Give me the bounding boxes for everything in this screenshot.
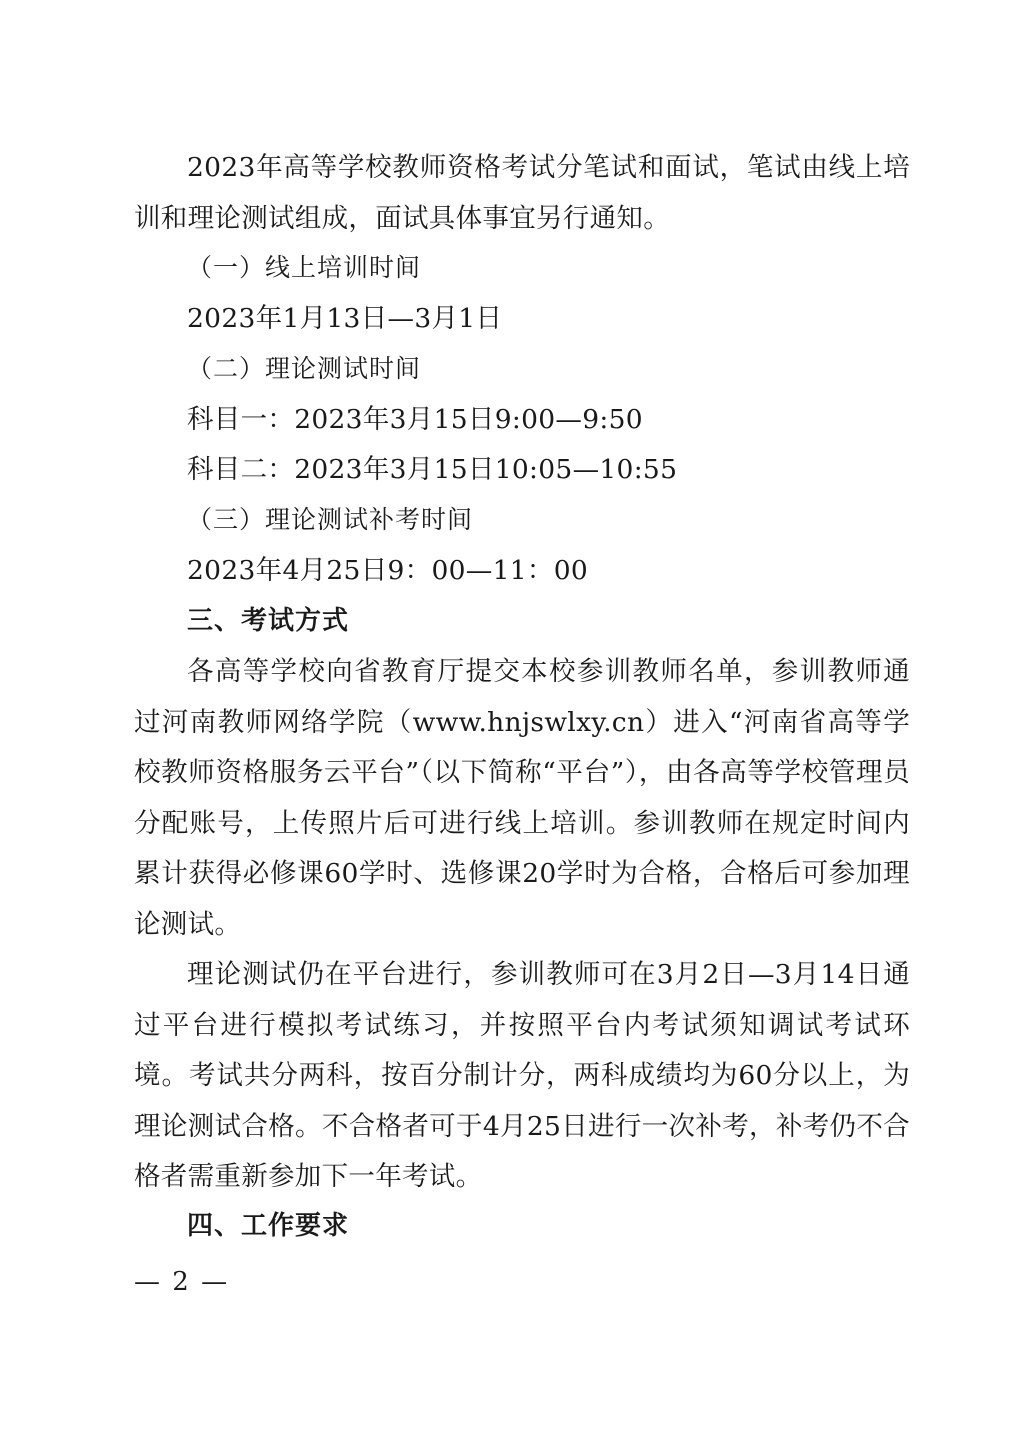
subject-one-time: 科目一：2023年3月15日9:00—9:50 <box>187 404 643 435</box>
exam-method-paragraph-one: 各高等学校向省教育厅提交本校参训教师名单，参训教师通过河南教师网络学院（www.hnjswlxy.cn）进入“河南省高等学校教师资格服务云平台”（以下简称“平台”），由各高等学校管理员分配账号，上传照片后可进行线上培训。参训教师在规定时间内累计获得必修课60学时、选修课20学时为合格，合格后可参加理论测试。 <box>134 656 910 940</box>
exam-method-paragraph-two: 理论测试仍在平台进行，参训教师可在3月2日—3月14日通过平台进行模拟考试练习，并按照平台内考试须知调试考试环境。考试共分两科，按百分制计分，两科成绩均为60分以上，为理论测试合格。不合格者可于4月25日进行一次补考，补考仍不合格者需重新参加下一年考试。 <box>134 959 910 1192</box>
makeup-test-time: 2023年4月25日9：00—11：00 <box>187 555 589 586</box>
section-three-heading: 三、考试方式 <box>187 606 350 636</box>
page-number: — 2 — <box>134 1267 230 1297</box>
intro-paragraph: 2023年高等学校教师资格考试分笔试和面试，笔试由线上培训和理论测试组成，面试具体事宜另行通知。 <box>134 152 910 234</box>
online-training-heading: （一）线上培训时间 <box>187 253 422 282</box>
theory-test-heading: （二）理论测试时间 <box>187 354 422 383</box>
makeup-test-heading: （三）理论测试补考时间 <box>187 505 474 534</box>
section-four-heading: 四、工作要求 <box>187 1211 350 1241</box>
subject-two-time: 科目二：2023年3月15日10:05—10:55 <box>187 454 678 485</box>
online-training-dates: 2023年1月13日—3月1日 <box>187 303 503 334</box>
